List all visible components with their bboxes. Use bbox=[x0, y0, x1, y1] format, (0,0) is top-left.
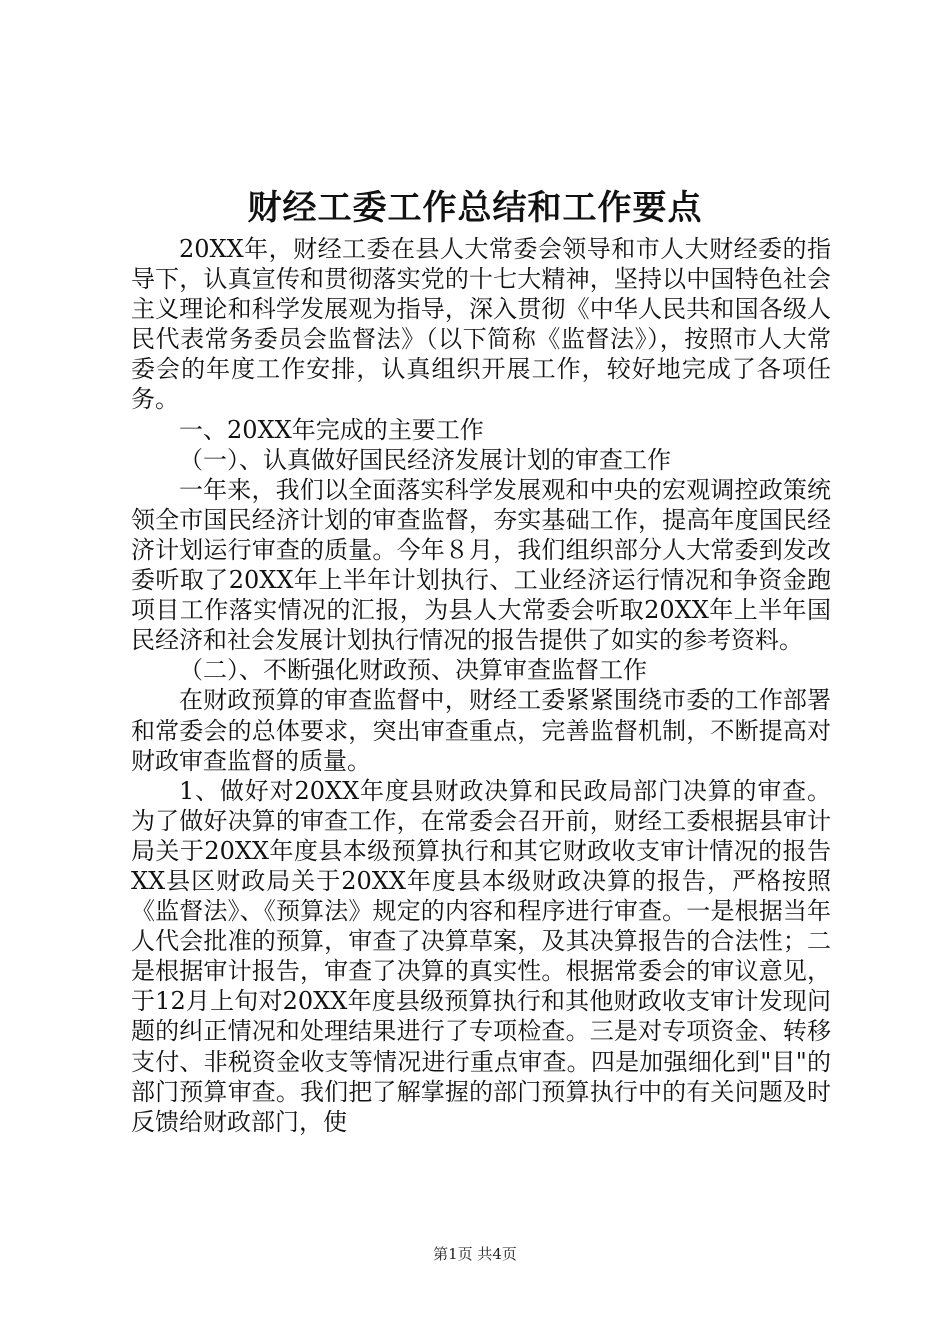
intro-paragraph: 20XX年，财经工委在县人大常委会领导和市人大财经委的指导下，认真宣传和贯彻落实党的十七大精神，坚持以中国特色社会主义理论和科学发展观为指导，深入贯彻《中华人民共和国各级人民代表常务委员会监督法》（以下简称《监督法》），按照市人大常委会的年度工作安排，认真组织开展工作，较好地完成了各项任务。 bbox=[131, 235, 831, 414]
subsection-2-paragraph: 在财政预算的审查监督中，财经工委紧紧围绕市委的工作部署和常委会的总体要求，突出审查重点，完善监督机制，不断提高对财政审查监督的质量。 bbox=[131, 686, 831, 775]
section-heading-1: 一、20XX年完成的主要工作 bbox=[179, 415, 484, 444]
document-body bbox=[131, 234, 831, 1137]
item-1-paragraph: 1、做好对20XX年度县财政决算和民政局部门决算的审查。为了做好决算的审查工作，在常委会召开前，财经工委根据县审计局关于20XX年度县本级预算执行和其它财政收支审计情况的报告XX县区财政局关于20XX年度县本级财政决算的报告，严格按照《监督法》、《预算法》规定的内容和程序进行审查。一是根据当年人代会批准的预算，审查了决算草案，及其决算报告的合法性；二是根据审计报告，审查了决算的真实性。根据常委会的审议意见，于12月上旬对20XX年度县级预算执行和其他财政收支审计发现问题的纠正情况和处理结果进行了专项检查。三是对专项资金、转移支付、非税资金收支等情况进行重点审查。四是加强细化到"目"的部门预算审查。我们把了解掌握的部门预算执行中的有关问题及时反馈给财政部门，使 bbox=[131, 776, 831, 1136]
page-footer: 第1页 共4页 bbox=[433, 1245, 517, 1263]
document-title: 财经工委工作总结和工作要点 bbox=[247, 188, 703, 228]
subsection-1-paragraph: 一年来，我们以全面落实科学发展观和中央的宏观调控政策统领全市国民经济计划的审查监督，夯实基础工作，提高年度国民经济计划运行审查的质量。今年８月，我们组织部分人大常委到发改委听取了20XX年上半年计划执行、工业经济运行情况和争资金跑项目工作落实情况的汇报，为县人大常委会听取20XX年上半年国民经济和社会发展计划执行情况的报告提供了如实的参考资料。 bbox=[131, 475, 831, 655]
subsection-heading-1: （一）、认真做好国民经济发展计划的审查工作 bbox=[179, 445, 671, 474]
subsection-heading-2: （二）、不断强化财政预、决算审查监督工作 bbox=[179, 656, 647, 685]
